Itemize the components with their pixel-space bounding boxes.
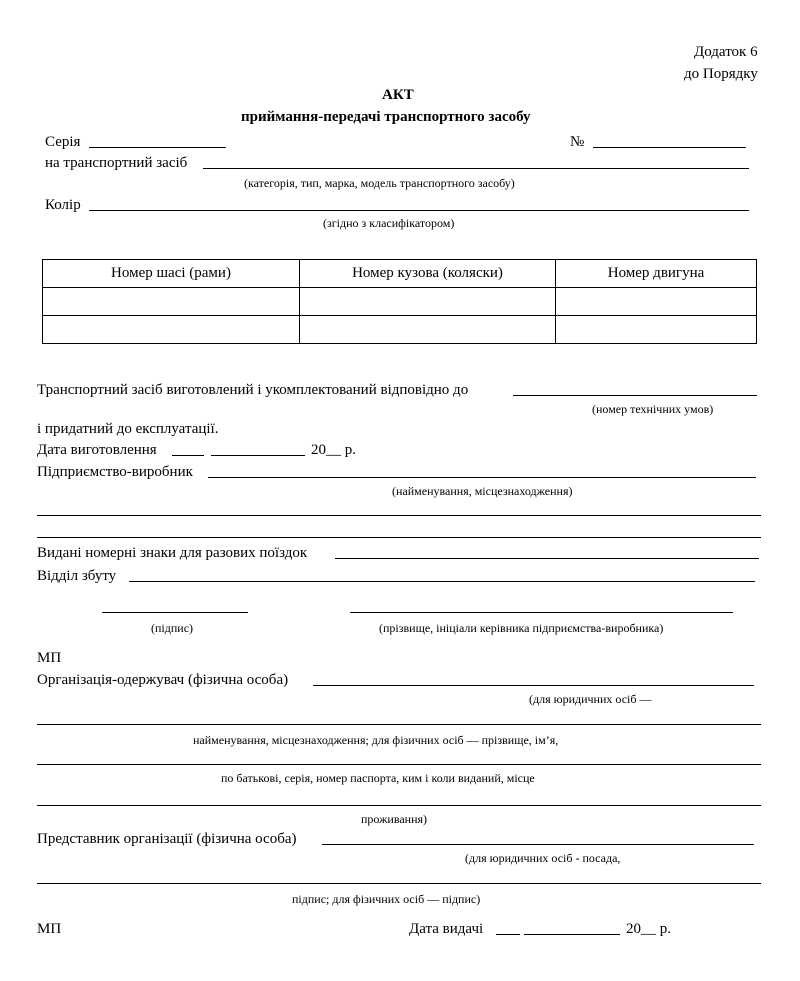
manufacturer-field[interactable] — [208, 477, 756, 478]
color-label: Колір — [45, 197, 81, 213]
plates-field[interactable] — [335, 558, 759, 559]
date-made-label: Дата виготовлення — [37, 442, 157, 458]
series-label: Серія — [45, 134, 81, 150]
stamp-place-label-2: МП — [37, 921, 62, 937]
sales-label: Відділ збуту — [37, 568, 117, 584]
table-row — [43, 316, 757, 344]
tech-conditions-hint: (номер технічних умов) — [592, 402, 714, 416]
signature-field[interactable] — [102, 612, 248, 613]
manufacturer-field-extra[interactable] — [37, 537, 761, 538]
engine-header: Номер двигуна — [556, 260, 757, 288]
vehicle-field[interactable] — [203, 168, 749, 169]
body-cell[interactable] — [300, 316, 556, 344]
recipient-hint-2: найменування, місцезнаходження; для фізичних осіб — прізвище, ім’я, — [193, 733, 559, 747]
manufacturer-field-extra[interactable] — [37, 515, 761, 516]
recipient-label: Організація-одержувач (фізична особа) — [37, 672, 289, 688]
engine-cell[interactable] — [556, 316, 757, 344]
fit-label: і придатний до експлуатації. — [37, 421, 219, 437]
signature-hint: (підпис) — [151, 621, 194, 635]
representative-hint-2: підпис; для фізичних осіб — підпис) — [292, 892, 481, 906]
date-made-day-field[interactable] — [172, 455, 204, 456]
recipient-field[interactable] — [313, 685, 754, 686]
engine-cell[interactable] — [556, 288, 757, 316]
chassis-header: Номер шасі (рами) — [43, 260, 300, 288]
table-row — [43, 288, 757, 316]
vehicle-label: на транспортний засіб — [45, 155, 188, 171]
vehicle-hint: (категорія, тип, марка, модель транспортного засобу) — [244, 176, 515, 190]
color-field[interactable] — [89, 210, 749, 211]
document-title: АКТ — [382, 87, 414, 103]
plates-label: Видані номерні знаки для разових поїздок — [37, 545, 308, 561]
sales-field[interactable] — [129, 581, 755, 582]
recipient-hint-1: (для юридичних осіб — — [529, 692, 652, 706]
body-cell[interactable] — [300, 288, 556, 316]
tech-conditions-field[interactable] — [513, 395, 757, 396]
recipient-hint-4: проживання) — [361, 812, 428, 826]
vehicle-numbers-table — [42, 259, 757, 344]
chassis-cell[interactable] — [43, 316, 300, 344]
table-header-row — [43, 260, 757, 288]
issue-date-label: Дата видачі — [409, 921, 484, 937]
issue-date-day-field[interactable] — [496, 934, 520, 935]
number-field[interactable] — [593, 147, 746, 148]
color-hint: (згідно з класифікатором) — [323, 216, 455, 230]
date-made-month-field[interactable] — [211, 455, 305, 456]
recipient-hint-3: по батькові, серія, номер паспорта, ким і коли виданий, місце — [221, 771, 535, 785]
manufacturer-hint: (найменування, місцезнаходження) — [392, 484, 573, 498]
recipient-field-extra[interactable] — [37, 764, 761, 765]
manufacturer-label: Підприємство-виробник — [37, 464, 193, 480]
representative-hint-1: (для юридичних осіб - посада, — [465, 851, 621, 865]
number-label: № — [570, 134, 585, 150]
body-header: Номер кузова (коляски) — [300, 260, 556, 288]
head-name-hint: (прізвище, ініціали керівника підприємства-виробника) — [379, 621, 664, 635]
manufactured-label: Транспортний засіб виготовлений і укомплектований відповідно до — [37, 382, 469, 398]
head-name-field[interactable] — [350, 612, 733, 613]
representative-field-extra[interactable] — [37, 883, 761, 884]
series-field[interactable] — [89, 147, 226, 148]
recipient-field-extra[interactable] — [37, 805, 761, 806]
representative-label: Представник організації (фізична особа) — [37, 831, 297, 847]
stamp-place-label: МП — [37, 650, 62, 666]
issue-date-month-field[interactable] — [524, 934, 620, 935]
date-made-year: 20__ р. — [311, 442, 356, 458]
issue-date-year: 20__ р. — [626, 921, 671, 937]
chassis-cell[interactable] — [43, 288, 300, 316]
appendix-label: Додаток 6 — [694, 44, 758, 60]
order-label: до Порядку — [684, 66, 758, 82]
representative-field[interactable] — [322, 844, 754, 845]
document-subtitle: приймання-передачі транспортного засобу — [241, 109, 531, 125]
recipient-field-extra[interactable] — [37, 724, 761, 725]
